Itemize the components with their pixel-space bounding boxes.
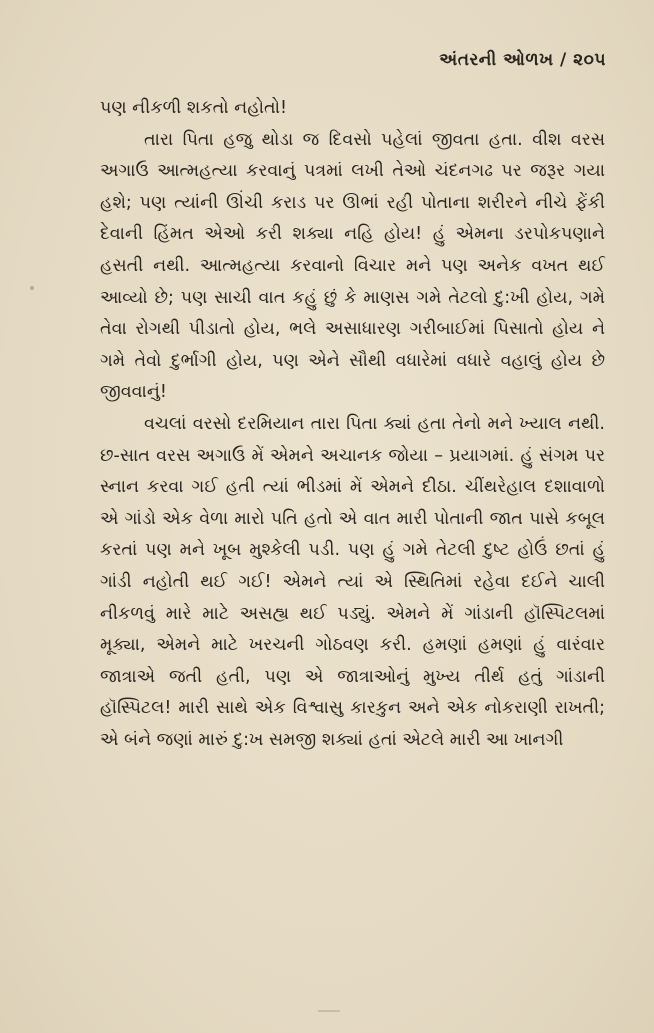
bottom-mark — [318, 1010, 340, 1012]
paper-speck — [30, 286, 34, 290]
body-text — [100, 93, 605, 756]
paragraph: વચલાં વરસો દરમિયાન તારા પિતા ક્યાં હતા તેનો મને ખ્યાલ નથી. છ-સાત વરસ અગાઉ મેં એમને અચાનક જોયા – પ્રયાગમાં. હું સંગમ પર સ્નાન કરવા ગઈ હતી ત્યાં ભીડમાં મેં એમને દીઠા. ચીંથરેહાલ દશાવાળો એ ગાંડો એક વેળા મારો પતિ હતો એ વાત મારી પોતાની જાત પાસે કબૂલ કરતાં પણ મને ખૂબ મુશ્કેલી પડી. પણ હું ગમે તેટલી દુષ્ટ હોઉં છતાં હું ગાંડી નહોતી થઈ ગઈ! એમને ત્યાં એ સ્થિતિમાં રહેવા દઈને ચાલી નીકળવું મારે માટે અસહ્ય થઈ પડ્યું. એમને મેં ગાંડાની હૉસ્પિટલમાં મૂક્યા, એમને માટે ખરચની ગોઠવણ કરી. હમણાં હમણાં હું વારંવાર જાત્રાએ જતી હતી, પણ એ જાત્રાઓનું મુખ્ય તીર્થ હતું ગાંડાની હૉસ્પિટલ! મારી સાથે એક વિશ્વાસુ કારકુન અને એક નોકરાણી રાખતી; એ બંને જણાં મારું દુ:ખ સમજી શક્યાં હતાં એટલે મારી આ ખાનગી — [100, 413, 605, 750]
running-head: અંતરની ઓળખ / ૨૦૫ — [439, 50, 606, 70]
paragraph-continuation: પણ નીકળી શકતો નહોતો! — [100, 98, 288, 118]
paragraph: તારા પિતા હજુ થોડા જ દિવસો પહેલાં જીવતા હતા. વીશ વરસ અગાઉ આત્મહત્યા કરવાનું પત્રમાં લખી તેઓ ચંદનગઢ પર જરૂર ગયા હશે; પણ ત્યાંની ઊંચી કરાડ પર ઊભાં રહી પોતાના શરીરને નીચે ફેંકી દેવાની હિંમત એઓ કરી શક્યા નહિ હોય! હું એમના ડરપોકપણાને હસતી નથી. આત્મહત્યા કરવાનો વિચાર મને પણ અનેક વખત થઈ આવ્યો છે; પણ સાચી વાત કહું છું કે માણસ ગમે તેટલો દુ:ખી હોય, ગમે તેવા રોગથી પીડાતો હોય, ભલે અસાધારણ ગરીબાઈમાં પિસાતો હોય ને ગમે તેવો દુર્ભાગી હોય, પણ એને સૌથી વધારેમાં વધારે વહાલું હોય છે જીવવાનું! — [100, 129, 605, 403]
